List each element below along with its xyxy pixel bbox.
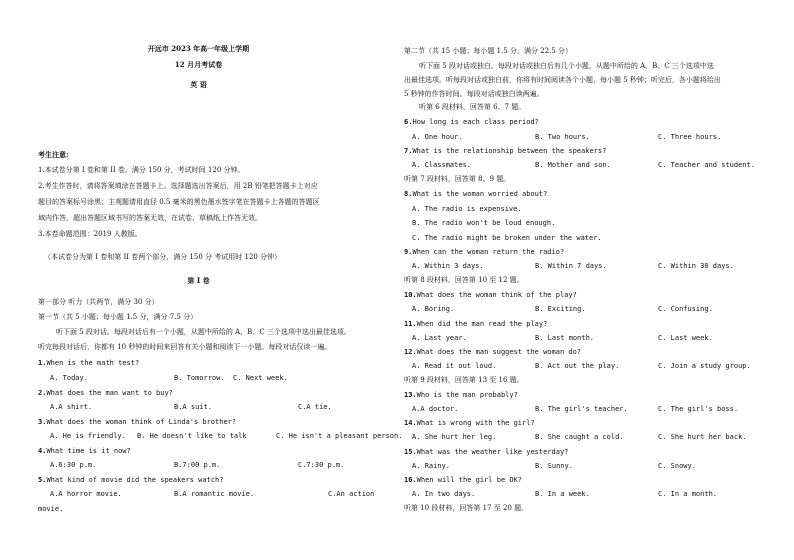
notice-item-1: 1.本试卷分第 I 卷和第 II 卷，满分 150 分，考试时间 120 分钟。 — [38, 166, 245, 174]
section-2-directions-c: 5 秒钟的作答时间。每段对话或独白读两遍。 — [404, 90, 544, 98]
part-1-heading: 第一部分 听力（共两节，满分 30 分） — [38, 298, 159, 306]
question-8: 8.What is the woman worried about? — [404, 190, 548, 198]
question-10: 10.What does the woman think of the play? — [404, 291, 577, 299]
q11-option-c: C. Last week. — [658, 334, 713, 342]
exam-subtitle: 12 月月考试卷 — [174, 60, 223, 69]
material-7-note: 听第 7 段材料，回答第 8、9 题。 — [404, 175, 511, 183]
notice-item-2b: 题目的答案标号涂黑；主观题请用直径 0.5 毫米的黑色墨水签字笔在答题卡上各题的答题区 — [38, 198, 320, 206]
q6-option-a: A. One hour. — [412, 133, 463, 141]
q13-option-b: B. The girl's teacher. — [535, 405, 628, 413]
q14-option-c: C. She hurt her back. — [658, 433, 747, 441]
material-6-note: 听第 6 段材料，回答第 6、7 题。 — [419, 103, 526, 111]
question-2: 2.What does the man want to buy? — [38, 389, 173, 397]
q10-option-b: B. Exciting. — [535, 305, 586, 313]
section-1-directions-b: 听完每段对话后，你都有 10 秒钟的时间来回答有关小题和阅读下一小题。每段对话仅读一遍。 — [38, 343, 332, 351]
q1-option-c: C. Next week. — [233, 374, 288, 382]
question-1: 1.When is the math test? — [38, 359, 140, 367]
q6-option-c: C. Three hours. — [658, 133, 722, 141]
question-14: 14.What is wrong with the girl? — [404, 419, 535, 427]
q9-option-b: B. Within 7 days. — [535, 262, 607, 270]
q9-option-c: C. Within 30 days. — [658, 262, 734, 270]
notice-item-3: 3.本卷命题范围：2019 人教版。 — [38, 230, 142, 238]
q6-option-b: B. Two hours. — [535, 133, 590, 141]
q5-option-a: A.A horror movie. — [50, 490, 122, 498]
q16-option-c: C. In a month. — [658, 490, 718, 498]
section-1-heading: 第一节（共 5 小题；每小题 1.5 分，满分 7.5 分） — [38, 313, 198, 321]
q12-option-a: A. Read it out loud. — [412, 362, 497, 370]
q3-option-a: A. He is friendly. — [50, 432, 126, 440]
q10-option-c: C. Confusing. — [658, 305, 713, 313]
q2-option-a: A.A shirt. — [50, 403, 93, 411]
q15-option-a: A. Rainy. — [412, 462, 450, 470]
q15-option-b: B. Sunny. — [535, 462, 573, 470]
q5-option-c-wrap: movie. — [38, 505, 64, 513]
q4-option-a: A.6:30 p.m. — [50, 461, 97, 469]
volume-title: 第 I 卷 — [187, 276, 210, 285]
q13-option-c: C. The girl's boss. — [658, 405, 739, 413]
section-1-directions-a: 听下面 5 段对话。每段对话后有一个小题，从题中所给的 A、B、C 三个选项中选出最佳选项。 — [56, 328, 351, 336]
q13-option-a: A.A doctor. — [412, 405, 459, 413]
q16-option-b: B. In a week. — [535, 490, 590, 498]
exam-intro: （本试卷分为第 I 卷和第 II 卷两个部分，满分 150 分 考试用时 120 分钟） — [44, 253, 282, 261]
q4-option-c: C.7:30 p.m. — [298, 461, 345, 469]
q11-option-b: B. Last month. — [535, 334, 595, 342]
question-7: 7.What is the relationship between the speakers? — [404, 147, 607, 155]
material-8-note: 听第 8 段材料，回答第 10 至 12 题。 — [404, 276, 524, 284]
question-4: 4.What time is it now? — [38, 447, 131, 455]
notice-item-2c: 域内作答，超出答题区域书写的答案无效，在试卷、草稿纸上作答无效。 — [38, 214, 262, 222]
q16-option-a: A. In two days. — [412, 490, 476, 498]
q8-option-a: A. The radio is expensive. — [412, 205, 522, 213]
q7-option-c: C. Teacher and student. — [658, 161, 755, 169]
question-6: 6.How long is each class period? — [404, 118, 539, 126]
subject-title: 英 语 — [190, 80, 207, 89]
notice-title: 考生注意: — [38, 150, 69, 159]
section-2-directions-a: 听下面 5 段对话或独白。每段对话或独白后有几个小题，从题中所给的 A、B、C 三个选项中选 — [419, 62, 714, 70]
question-16: 16.When will the girl be OK? — [404, 476, 523, 484]
q14-option-b: B. She caught a cold. — [535, 433, 624, 441]
q12-option-b: B. Act out the play. — [535, 362, 620, 370]
q12-option-c: C. Join a study group. — [658, 362, 751, 370]
q8-option-b: B. The radio won't be loud enough. — [412, 219, 556, 227]
section-2-heading: 第二节（共 15 小题；每小题 1.5 分，满分 22.5 分） — [404, 47, 572, 55]
notice-item-2a: 2.考生作答时，请将答案填涂在答题卡上。选择题选出答案后，用 2B 铅笔把答题卡上对应 — [38, 182, 318, 190]
q15-option-c: C. Snowy. — [658, 462, 696, 470]
q14-option-a: A. She hurt her leg. — [412, 433, 497, 441]
q8-option-c: C. The radio might be broken under the water. — [412, 234, 602, 242]
material-10-note: 听第 10 段材料，回答第 17 至 20 题。 — [404, 504, 529, 512]
q4-option-b: B.7:00 p.m. — [174, 461, 221, 469]
question-3: 3.What does the woman think of Linda's brother? — [38, 418, 237, 426]
q5-option-c: C.An action — [328, 490, 375, 498]
q2-option-b: B.A suit. — [174, 403, 212, 411]
question-9: 9.When can the woman return the radio? — [404, 248, 565, 256]
question-11: 11.When did the man read the play? — [404, 320, 548, 328]
exam-title: 开远市 2023 年高一年级上学期 — [147, 44, 250, 53]
q3-option-b: B. He doesn't like to talk — [137, 432, 247, 440]
q7-option-a: A. Classmates. — [412, 161, 472, 169]
q11-option-a: A. Last year. — [412, 334, 467, 342]
section-2-directions-b: 出最佳选项。听每段对话或独白前，你将有时间阅读各个小题，每小题 5 秒钟；听完后，各小题将给出 — [404, 76, 721, 84]
question-15: 15.What was the weather like yesterday? — [404, 448, 569, 456]
q2-option-c: C.A tie. — [298, 403, 332, 411]
question-12: 12.What does the man suggest the woman do? — [404, 348, 582, 356]
question-13: 13.Who is the man probably? — [404, 391, 518, 399]
q10-option-a: A. Boring. — [412, 305, 455, 313]
q9-option-a: A. Within 3 days. — [412, 262, 484, 270]
material-9-note: 听第 9 段材料，回答第 13 至 16 题。 — [404, 376, 524, 384]
q5-option-b: B.A romantic movie. — [174, 490, 255, 498]
q3-option-c: C. He isn't a pleasant person. — [276, 432, 403, 440]
q1-option-a: A. Today. — [50, 374, 88, 382]
question-5: 5.What kind of movie did the speakers watch? — [38, 476, 224, 484]
q7-option-b: B. Mother and son. — [535, 161, 611, 169]
q1-option-b: B. Tomorrow. — [174, 374, 225, 382]
